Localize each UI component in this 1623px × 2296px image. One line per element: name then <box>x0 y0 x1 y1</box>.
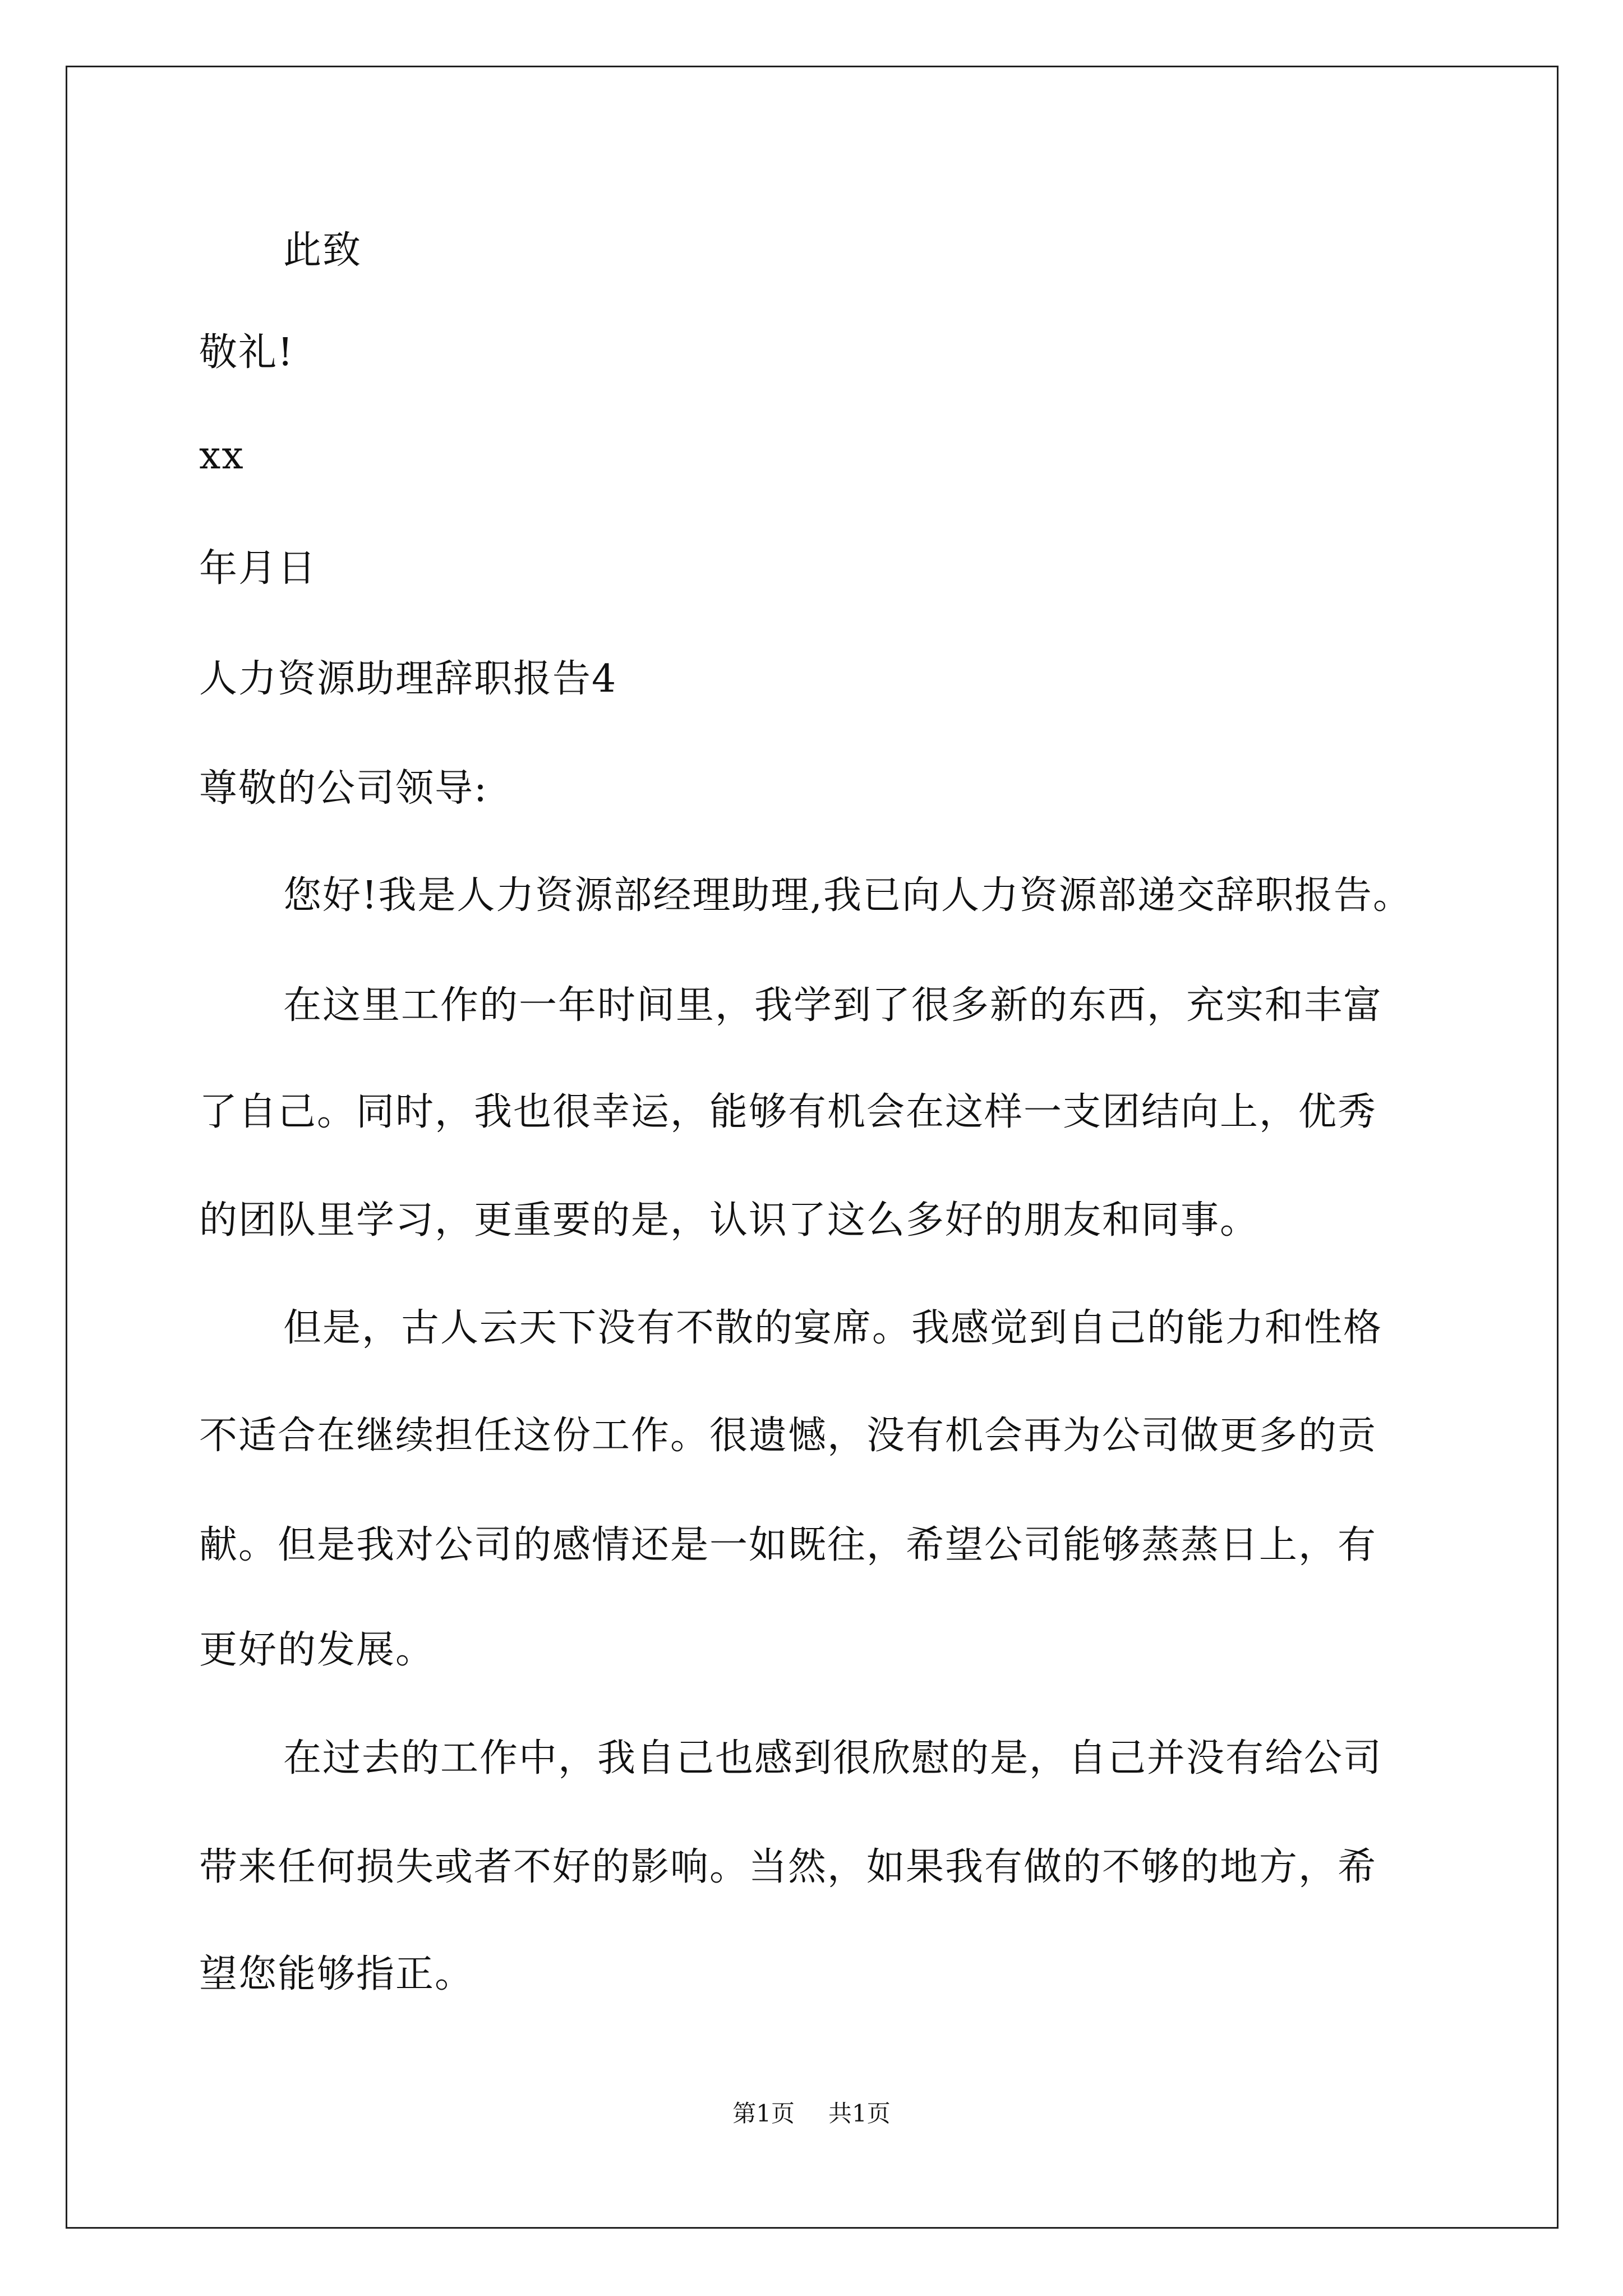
paragraph-line: 带来任何损失或者不好的影响。当然，如果我有做的不够的地方，希 <box>199 1845 1377 1889</box>
page-footer <box>0 2097 1623 2131</box>
page-number: 第1页 <box>732 2100 795 2127</box>
page-count: 共1页 <box>828 2100 891 2127</box>
paragraph-line: 望您能够指正。 <box>199 1952 474 1996</box>
closing-salutation: 此致 <box>283 228 362 273</box>
report-greeting: 尊敬的公司领导: <box>199 766 488 811</box>
paragraph-line: 在这里工作的一年时间里，我学到了很多新的东西，充实和丰富 <box>283 983 1383 1028</box>
paragraph-line: 的团队里学习，更重要的是，认识了这么多好的朋友和同事。 <box>199 1198 1260 1243</box>
paragraph-line: 献。但是我对公司的感情还是一如既往，希望公司能够蒸蒸日上，有 <box>199 1523 1377 1567</box>
report-title: 人力资源助理辞职报告4 <box>199 657 617 701</box>
page-border <box>66 66 1559 2229</box>
paragraph-line: 了自己。同时，我也很幸运，能够有机会在这样一支团结向上，优秀 <box>199 1090 1377 1134</box>
paragraph-line: 更好的发展。 <box>199 1628 435 1672</box>
closing-regards: 敬礼! <box>199 330 294 375</box>
paragraph-line: 不适合在继续担任这份工作。很遗憾，没有机会再为公司做更多的贡 <box>199 1414 1377 1458</box>
paragraph-line: 您好!我是人力资源部经理助理,我已向人力资源部递交辞职报告。 <box>283 873 1412 918</box>
paragraph-line: 在过去的工作中，我自己也感到很欣慰的是，自己并没有给公司 <box>283 1736 1383 1780</box>
signature: xx <box>199 434 245 478</box>
paragraph-line: 但是，古人云天下没有不散的宴席。我感觉到自己的能力和性格 <box>283 1306 1383 1350</box>
date-line: 年月日 <box>199 546 317 591</box>
